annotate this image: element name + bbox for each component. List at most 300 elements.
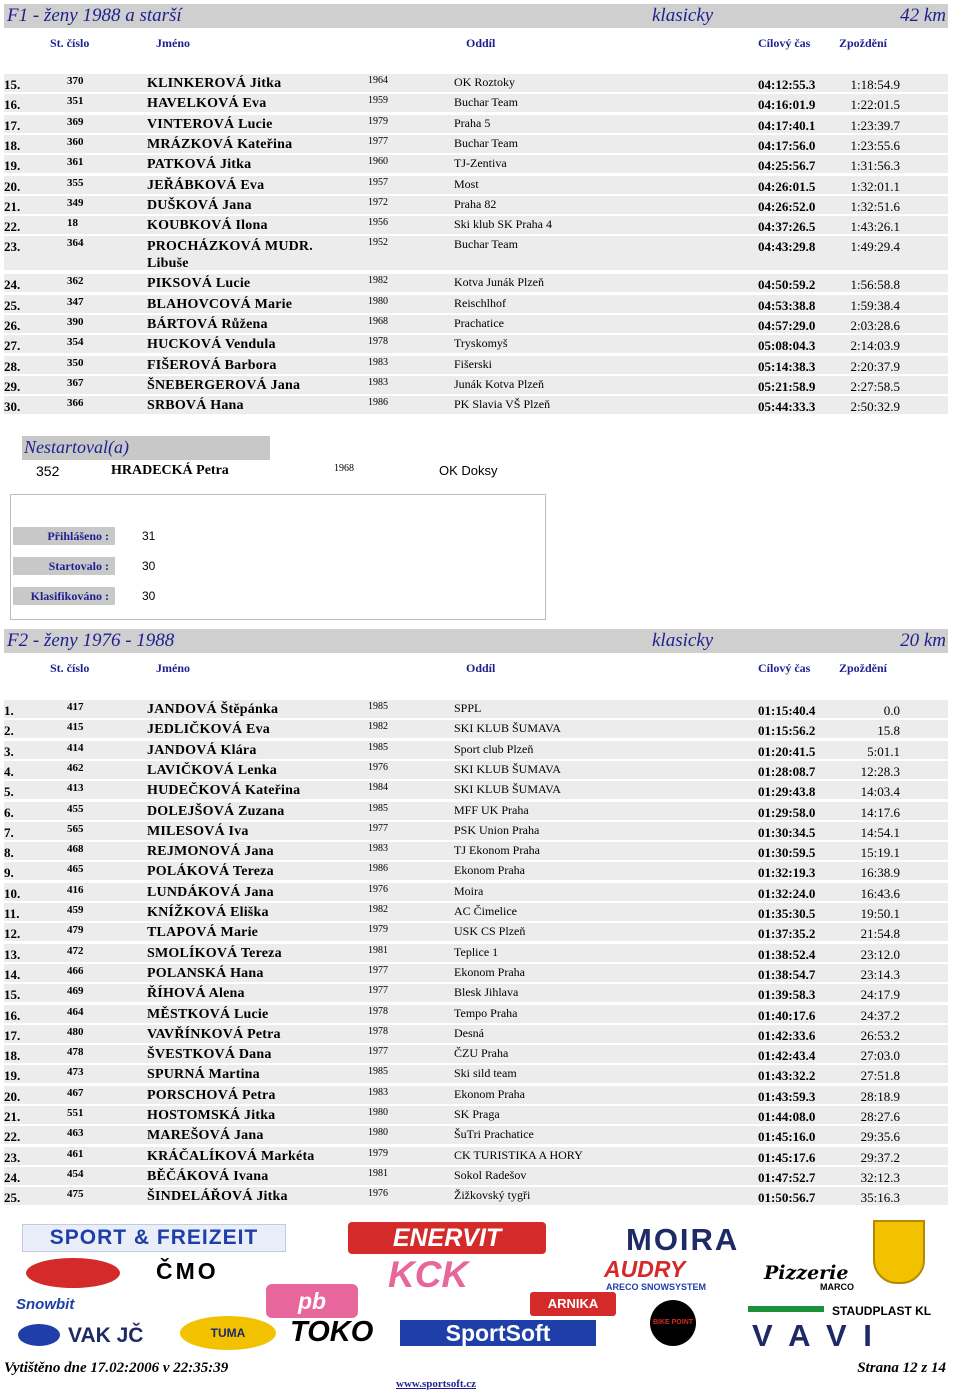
rank-cell: 24. <box>4 1169 21 1185</box>
print-timestamp: Vytištěno dne 17.02:2006 v 22:35:39 <box>4 1360 229 1376</box>
name-cell: SMOLÍKOVÁ Tereza <box>147 945 282 961</box>
rank-cell: 22. <box>4 1129 21 1145</box>
col-time-header: Cílový čas <box>758 36 811 50</box>
name-cell: PIKSOVÁ Lucie <box>147 276 251 292</box>
table-row <box>4 94 948 112</box>
stat-classified-value: 30 <box>142 589 156 603</box>
year-cell: 1985 <box>368 802 388 814</box>
section2-header <box>4 629 948 653</box>
name-cell: TLAPOVÁ Marie <box>147 925 259 941</box>
delay-cell: 29:37.2 <box>860 1149 900 1165</box>
footer-link[interactable]: www.sportsoft.cz <box>396 1378 477 1390</box>
year-cell: 1980 <box>368 295 388 307</box>
year-cell: 1986 <box>368 397 388 409</box>
year-cell: 1978 <box>368 336 388 348</box>
club-cell: Most <box>454 176 479 191</box>
year-cell: 1957 <box>368 176 388 188</box>
bib-cell: 362 <box>67 275 84 288</box>
time-cell: 01:45:16.0 <box>758 1129 816 1145</box>
name-cell: DUŠKOVÁ Jana <box>147 197 252 213</box>
delay-cell: 16:38.9 <box>860 865 900 881</box>
table-row <box>4 376 948 394</box>
bikepoint-logo: BIKE POINT <box>650 1300 696 1346</box>
rank-cell: 17. <box>4 1027 21 1043</box>
table-row <box>4 862 948 880</box>
year-cell: 1980 <box>368 1107 388 1118</box>
club-cell: Junák Kotva Plzeň <box>454 376 544 391</box>
rank-cell: 15. <box>4 987 21 1003</box>
club-cell: Reischlhof <box>454 295 506 310</box>
club-cell: USK CS Plzeň <box>454 924 526 939</box>
stats-box <box>10 494 546 620</box>
time-cell: 01:32:24.0 <box>758 885 816 901</box>
club-cell: Praha 5 <box>454 115 491 130</box>
club-cell: Buchar Team <box>454 237 518 252</box>
name-cell: JEDLIČKOVÁ Eva <box>147 722 270 738</box>
club-cell: Teplice 1 <box>454 944 499 959</box>
bib-cell: 369 <box>67 115 84 128</box>
delay-cell: 12:28.3 <box>860 763 900 779</box>
table-row <box>4 883 948 901</box>
bib-cell: 415 <box>67 721 84 734</box>
club-cell: ČZU Praha <box>454 1046 509 1061</box>
time-cell: 04:17:56.0 <box>758 137 816 153</box>
rank-cell: 3. <box>4 743 14 759</box>
name-cell: KLINKEROVÁ Jitka <box>147 76 282 91</box>
year-cell: 1976 <box>368 883 388 895</box>
table-row <box>4 1086 948 1104</box>
time-cell: 04:57:29.0 <box>758 318 816 333</box>
table-row <box>4 781 948 799</box>
rank-cell: 11. <box>4 906 20 921</box>
pizzerie-logo: Pizzerie <box>764 1262 849 1284</box>
name-cell: JANDOVÁ Štěpánka <box>147 702 279 717</box>
name-cell: VINTEROVÁ Lucie <box>147 116 273 132</box>
club-cell: Desná <box>454 1025 484 1040</box>
name-cell: FIŠEROVÁ Barbora <box>147 357 277 373</box>
time-cell: 01:37:35.2 <box>758 926 816 942</box>
rank-cell: 5. <box>4 784 14 800</box>
stat-registered-label: Přihlášeno : <box>13 527 115 545</box>
table-row <box>4 1005 948 1023</box>
year-cell: 1959 <box>368 95 388 107</box>
table-row <box>4 842 948 860</box>
snowbit-logo: Snowbit <box>16 1296 75 1313</box>
section1-distance: 42 km <box>900 5 946 26</box>
year-cell: 1985 <box>368 741 388 753</box>
rank-cell: 20. <box>4 178 21 194</box>
name-cell: POLANSKÁ Hana <box>147 965 264 981</box>
col-bib-header: St. číslo <box>50 661 90 675</box>
rank-cell: 16. <box>4 1007 21 1023</box>
name-cell: PORSCHOVÁ Petra <box>147 1087 276 1103</box>
name-cell: SPURNÁ Martina <box>147 1067 260 1083</box>
bib-cell: 551 <box>67 1107 84 1119</box>
bib-cell: 463 <box>67 1127 84 1140</box>
club-cell: TJ-Zentiva <box>454 156 507 171</box>
time-cell: 04:12:55.3 <box>758 77 816 92</box>
audry-logo: AUDRY <box>604 1256 686 1282</box>
table-row <box>4 216 948 234</box>
time-cell: 01:35:30.5 <box>758 906 816 921</box>
rank-cell: 17. <box>4 117 21 133</box>
name-cell: POLÁKOVÁ Tereza <box>147 864 274 880</box>
club-cell: Ski klub SK Praha 4 <box>454 217 553 232</box>
section2-title: F2 - ženy 1976 - 1988 <box>7 630 175 651</box>
rank-cell: 21. <box>4 1109 21 1124</box>
club-cell: Blesk Jihlava <box>454 985 519 1000</box>
delay-cell: 15.8 <box>877 723 900 739</box>
time-cell: 01:42:33.6 <box>758 1027 816 1043</box>
col-club-header: Oddíl <box>466 36 496 50</box>
rank-cell: 26. <box>4 318 21 333</box>
bib-cell: 464 <box>67 1005 84 1018</box>
vavi-logo: V A V I <box>752 1318 876 1353</box>
delay-cell: 1:22:01.5 <box>850 97 900 113</box>
year-cell: 1977 <box>368 985 388 997</box>
time-cell: 04:50:59.2 <box>758 277 816 293</box>
name-cell: KNÍŽKOVÁ Eliška <box>147 905 269 920</box>
club-cell: Moira <box>454 883 484 898</box>
rank-cell: 1. <box>4 703 14 718</box>
delay-cell: 2:03:28.6 <box>850 318 900 333</box>
bib-cell: 361 <box>67 156 84 169</box>
club-cell: SKI KLUB ŠUMAVA <box>454 782 561 797</box>
year-cell: 1976 <box>368 1188 388 1200</box>
table-row <box>4 115 948 133</box>
bib-cell: 414 <box>67 741 84 754</box>
name-cell: DOLEJŠOVÁ Zuzana <box>147 803 285 819</box>
name-cell: BÁRTOVÁ Růžena <box>147 317 268 332</box>
table-row <box>4 335 948 353</box>
dns-club: OK Doksy <box>439 463 498 478</box>
time-cell: 01:20:41.5 <box>758 743 816 759</box>
sport-freizeit-logo: SPORT & FREIZEIT <box>22 1224 286 1252</box>
rank-cell: 13. <box>4 946 21 962</box>
time-cell: 01:38:54.7 <box>758 966 816 982</box>
delay-cell: 1:32:01.1 <box>850 178 900 194</box>
rank-cell: 24. <box>4 277 21 293</box>
stat-registered-value: 31 <box>142 529 156 543</box>
year-cell: 1960 <box>368 156 388 168</box>
delay-cell: 19:50.1 <box>860 906 900 921</box>
bib-cell: 480 <box>67 1025 84 1038</box>
staudplast-logo: STAUDPLAST KL <box>832 1304 932 1318</box>
delay-cell: 1:18:54.9 <box>850 77 900 92</box>
delay-cell: 16:43.6 <box>860 885 900 901</box>
club-cell: PK Slavia VŠ Plzeň <box>454 397 551 412</box>
time-cell: 01:15:56.2 <box>758 723 816 739</box>
dns-title: Nestartoval(a) <box>24 437 129 457</box>
rank-cell: 10. <box>4 885 21 901</box>
time-cell: 01:28:08.7 <box>758 763 816 779</box>
club-cell: Ekonom Praha <box>454 964 525 979</box>
delay-cell: 1:23:55.6 <box>850 137 900 153</box>
year-cell: 1977 <box>368 1046 388 1058</box>
table-row <box>4 984 948 1002</box>
club-cell: Sport club Plzeň <box>454 741 534 756</box>
time-cell: 01:30:34.5 <box>758 824 816 840</box>
club-cell: Buchar Team <box>454 95 518 110</box>
delay-cell: 32:12.3 <box>860 1169 900 1185</box>
bib-cell: 347 <box>67 295 84 308</box>
delay-cell: 28:27.6 <box>860 1109 900 1124</box>
rank-cell: 2. <box>4 723 14 739</box>
name-cell: PATKOVÁ Jitka <box>147 157 252 173</box>
rank-cell: 27. <box>4 338 21 354</box>
year-cell: 1983 <box>368 376 388 388</box>
table-row <box>4 396 948 414</box>
table-row <box>4 1106 948 1124</box>
rank-cell: 19. <box>4 158 21 174</box>
table-row <box>4 236 948 270</box>
club-cell: SK Praga <box>454 1107 500 1121</box>
club-cell: Kotva Junák Plzeň <box>454 275 544 290</box>
time-cell: 01:32:19.3 <box>758 865 816 881</box>
bib-cell: 462 <box>67 761 84 774</box>
delay-cell: 5:01.1 <box>867 743 900 759</box>
club-cell: AC Čimelice <box>454 904 517 918</box>
bib-cell: 454 <box>67 1167 84 1180</box>
kck-logo: KCK <box>388 1254 469 1295</box>
time-cell: 04:25:56.7 <box>758 158 816 174</box>
year-cell: 1977 <box>368 964 388 976</box>
table-row <box>4 1065 948 1083</box>
name-cell: VAVŘÍNKOVÁ Petra <box>147 1026 281 1042</box>
rank-cell: 16. <box>4 97 21 113</box>
delay-cell: 14:03.4 <box>860 784 900 800</box>
delay-cell: 26:53.2 <box>860 1027 900 1043</box>
table-row <box>4 135 948 153</box>
bib-cell: 413 <box>67 782 84 795</box>
rank-cell: 30. <box>4 399 21 415</box>
delay-cell: 1:59:38.4 <box>850 297 900 313</box>
delay-cell: 1:32:51.6 <box>850 198 900 214</box>
name-cell: BLAHOVCOVÁ Marie <box>147 296 293 312</box>
audry-subtitle: ARECO SNOWSYSTEM <box>606 1282 707 1292</box>
col-delay-header: Zpoždění <box>839 36 888 50</box>
club-cell: SPPL <box>454 701 482 715</box>
time-cell: 04:17:40.1 <box>758 117 816 133</box>
name-cell: ŠINDELÁŘOVÁ Jitka <box>147 1189 288 1205</box>
name-cell: JANDOVÁ Klára <box>147 742 257 758</box>
col-club-header: Oddíl <box>466 661 496 675</box>
dns-name: HRADECKÁ Petra <box>111 463 229 478</box>
year-cell: 1983 <box>368 843 388 855</box>
rank-cell: 6. <box>4 804 14 820</box>
section2-style: klasicky <box>652 630 714 651</box>
section1-style: klasicky <box>652 5 714 26</box>
name-cell: SRBOVÁ Hana <box>147 398 244 414</box>
year-cell: 1976 <box>368 761 388 773</box>
time-cell: 01:39:58.3 <box>758 987 816 1003</box>
bib-cell: 366 <box>67 397 84 410</box>
name-cell: PROCHÁZKOVÁ MUDR. Libuše <box>147 239 313 272</box>
table-row <box>4 295 948 313</box>
year-cell: 1983 <box>368 1086 388 1098</box>
stat-started-value: 30 <box>142 559 156 573</box>
bib-cell: 472 <box>67 944 84 957</box>
col-delay-header: Zpoždění <box>839 661 888 675</box>
delay-cell: 24:37.2 <box>860 1007 900 1023</box>
time-cell: 04:53:38.8 <box>758 297 816 313</box>
bib-cell: 390 <box>67 316 84 328</box>
time-cell: 01:29:58.0 <box>758 804 816 820</box>
rank-cell: 23. <box>4 1149 21 1165</box>
toko-logo: TOKO <box>290 1316 374 1348</box>
time-cell: 01:45:17.6 <box>758 1149 816 1165</box>
section1-header <box>4 4 948 28</box>
time-cell: 01:47:52.7 <box>758 1169 816 1185</box>
stat-started-label: Startovalo : <box>13 557 115 575</box>
bib-cell: 355 <box>67 176 84 189</box>
bib-cell: 349 <box>67 196 84 209</box>
bib-cell: 466 <box>67 964 84 977</box>
year-cell: 1981 <box>368 944 388 956</box>
delay-cell: 1:56:58.8 <box>850 277 900 293</box>
delay-cell: 2:14:03.9 <box>850 338 900 354</box>
name-cell: KOUBKOVÁ Ilona <box>147 218 268 234</box>
bib-cell: 468 <box>67 843 84 856</box>
delay-cell: 21:54.8 <box>860 926 900 942</box>
time-cell: 04:43:29.8 <box>758 239 816 255</box>
table-row <box>4 1187 948 1205</box>
club-cell: MFF UK Praha <box>454 802 529 817</box>
club-cell: SKI KLUB ŠUMAVA <box>454 721 561 736</box>
delay-cell: 15:19.1 <box>860 845 900 861</box>
time-cell: 01:42:43.4 <box>758 1048 816 1064</box>
time-cell: 01:44:08.0 <box>758 1109 816 1124</box>
section2-distance: 20 km <box>900 630 946 651</box>
col-bib-header: St. číslo <box>50 36 90 50</box>
bib-cell: 354 <box>67 336 84 349</box>
time-cell: 01:43:59.3 <box>758 1088 816 1104</box>
year-cell: 1979 <box>368 115 388 127</box>
rank-cell: 12. <box>4 926 21 942</box>
bib-cell: 475 <box>67 1188 84 1201</box>
delay-cell: 28:18.9 <box>860 1088 900 1104</box>
year-cell: 1979 <box>368 1147 388 1159</box>
vak-drop-icon <box>18 1324 60 1346</box>
rank-cell: 8. <box>4 845 14 861</box>
name-cell: BĚČÁKOVÁ Ivana <box>147 1168 269 1184</box>
year-cell: 1986 <box>368 863 388 875</box>
col-name-header: Jméno <box>156 36 190 50</box>
section1-title: F1 - ženy 1988 a starší <box>7 5 182 26</box>
bib-cell: 469 <box>67 985 84 998</box>
table-row <box>4 802 948 820</box>
year-cell: 1972 <box>368 196 388 208</box>
time-cell: 04:26:01.5 <box>758 178 816 194</box>
bib-cell: 465 <box>67 863 84 876</box>
rank-cell: 18. <box>4 137 21 153</box>
name-cell: ŠVESTKOVÁ Dana <box>147 1047 272 1063</box>
page-number: Strana 12 z 14 <box>857 1360 946 1376</box>
dns-year: 1968 <box>334 463 354 474</box>
table-row <box>4 944 948 962</box>
year-cell: 1984 <box>368 782 388 794</box>
vakjc-logo: VAK JČ <box>68 1324 144 1347</box>
name-cell: HAVELKOVÁ Eva <box>147 96 267 112</box>
town-crest-icon <box>873 1220 925 1284</box>
bib-cell: 478 <box>67 1046 84 1059</box>
club-cell: Tryskomyš <box>454 336 508 351</box>
sportsoft-logo: SportSoft <box>400 1320 596 1346</box>
bib-cell: 417 <box>67 701 84 713</box>
club-cell: CK TURISTIKA A HORY <box>454 1147 583 1162</box>
year-cell: 1982 <box>368 904 388 915</box>
year-cell: 1968 <box>368 316 388 327</box>
table-row <box>4 196 948 214</box>
club-cell: TJ Ekonom Praha <box>454 843 540 858</box>
rank-cell: 9. <box>4 865 14 881</box>
bib-cell: 473 <box>67 1066 84 1079</box>
bib-cell: 416 <box>67 883 84 896</box>
rank-cell: 18. <box>4 1048 21 1064</box>
year-cell: 1985 <box>368 701 388 712</box>
delay-cell: 1:43:26.1 <box>850 219 900 235</box>
bib-cell: 455 <box>67 802 84 815</box>
col-time-header: Cílový čas <box>758 661 811 675</box>
tuma-logo: TUMA <box>180 1316 276 1350</box>
time-cell: 01:40:17.6 <box>758 1007 816 1023</box>
year-cell: 1983 <box>368 356 388 368</box>
club-cell: OK Roztoky <box>454 75 515 89</box>
year-cell: 1979 <box>368 924 388 936</box>
time-cell: 05:08:04.3 <box>758 338 816 354</box>
delay-cell: 2:50:32.9 <box>850 399 900 415</box>
col-name-header: Jméno <box>156 661 190 675</box>
section2-column-headers <box>0 661 960 679</box>
delay-cell: 24:17.9 <box>860 987 900 1003</box>
delay-cell: 1:31:56.3 <box>850 158 900 174</box>
table-row <box>4 176 948 194</box>
rank-cell: 15. <box>4 77 21 92</box>
time-cell: 04:16:01.9 <box>758 97 816 113</box>
year-cell: 1956 <box>368 217 388 229</box>
arnika-logo: ARNIKA <box>530 1292 616 1316</box>
bib-cell: 351 <box>67 95 84 108</box>
delay-cell: 23:14.3 <box>860 966 900 982</box>
table-row <box>4 1045 948 1063</box>
time-cell: 01:15:40.4 <box>758 703 816 718</box>
rank-cell: 19. <box>4 1068 21 1084</box>
bib-cell: 364 <box>67 237 84 250</box>
rank-cell: 21. <box>4 198 21 214</box>
name-cell: JEŘÁBKOVÁ Eva <box>147 177 265 193</box>
rank-cell: 22. <box>4 219 21 235</box>
table-row <box>4 1167 948 1185</box>
pizzerie-subtitle: MARCO <box>820 1282 854 1292</box>
year-cell: 1985 <box>368 1066 388 1078</box>
club-cell: Praha 82 <box>454 196 497 211</box>
table-row <box>4 74 948 92</box>
club-cell: Buchar Team <box>454 135 518 150</box>
time-cell: 05:14:38.3 <box>758 358 816 374</box>
name-cell: HOSTOMSKÁ Jitka <box>147 1108 276 1123</box>
dns-header <box>22 436 270 460</box>
year-cell: 1980 <box>368 1127 388 1139</box>
table-row <box>4 1025 948 1043</box>
staudplast-stripe-icon <box>748 1306 824 1312</box>
year-cell: 1982 <box>368 721 388 733</box>
rank-cell: 23. <box>4 239 21 255</box>
club-cell: SKI KLUB ŠUMAVA <box>454 761 561 776</box>
year-cell: 1977 <box>368 822 388 834</box>
club-cell: Žižkovský tygři <box>454 1188 531 1203</box>
year-cell: 1978 <box>368 1005 388 1017</box>
table-row <box>4 720 948 738</box>
